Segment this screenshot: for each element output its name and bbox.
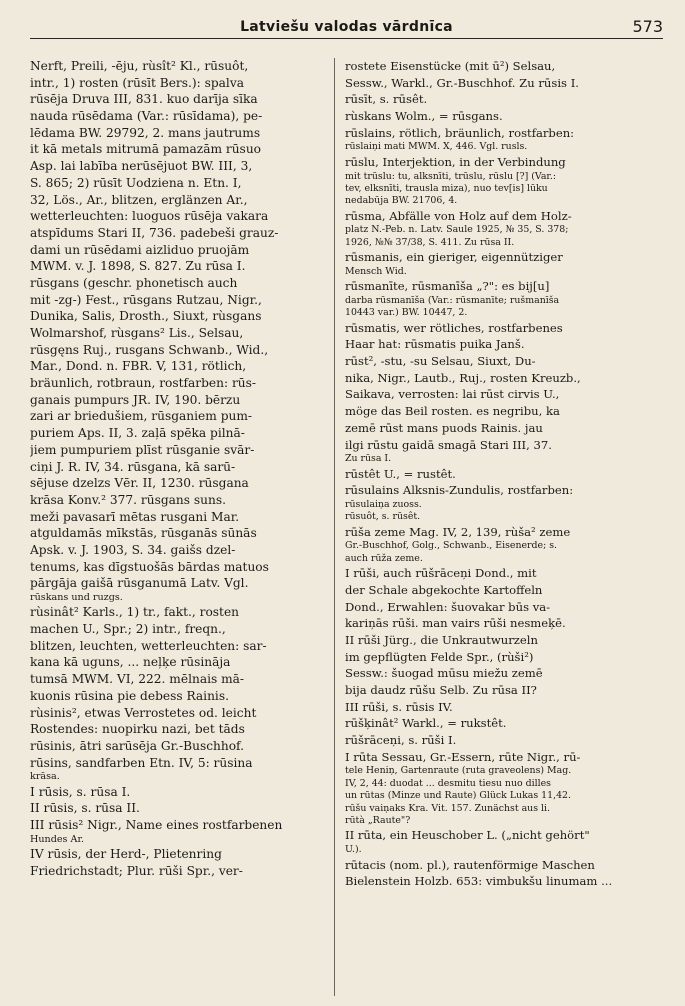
- text-line: Sessw., Warkl., Gr.-Buschhof. Zu rūsis I.: [345, 75, 579, 90]
- text-line: krāsa Konv.² 377. rūsgans suns.: [30, 492, 226, 507]
- text-line: I rūsis, s. rūsa I.: [30, 784, 131, 799]
- text-line: Dunika, Salis, Drosth., Siuxt, rùsgans: [30, 309, 262, 324]
- text-line: it kā metals mitrumā pamazām rūsuo: [30, 142, 262, 157]
- text-line: rūtà „Raute"?: [345, 815, 411, 827]
- text-line: Hundes Ar.: [30, 833, 85, 845]
- text-line: rūsīt, s. rūsêt.: [345, 92, 428, 107]
- text-line: Zu rūsa I.: [345, 453, 392, 465]
- text-line: U.).: [345, 844, 362, 856]
- text-line: rūsulaiņa zuoss.: [345, 498, 422, 510]
- text-line: Sessw.: šuogad mūsu miežu zemē: [345, 666, 543, 681]
- text-line: wetterleuchten: luoguos rūsēja vakara: [30, 209, 269, 224]
- text-line: II rūta, ein Heuschober L. („nicht gehört": [345, 828, 590, 843]
- text-line: Dond., Erwahlen: šuovakar būs va-: [345, 599, 551, 614]
- column-divider: [334, 58, 335, 996]
- text-line: IV rūsis, der Herd-, Plietenring: [30, 847, 222, 862]
- text-line: rūsgęns Ruj., rusgans Schwanb., Wid.,: [30, 342, 269, 357]
- text-line: 1926, №№ 37/38, S. 411. Zu rūsa II.: [345, 236, 515, 248]
- text-line: nauda rūsēdama (Var.: rūsīdama), pe-: [30, 109, 263, 124]
- text-line: tumsā MWM. VI, 222. mēlnais mā-: [30, 672, 245, 687]
- left-column: [30, 58, 327, 1000]
- text-line: rūsins, sandfarben Etn. IV, 5: rūsina: [30, 755, 253, 770]
- text-line: tev, elksnīti, trausla miza), nuo tev[is] lūku: [345, 182, 548, 194]
- text-line: Apsk. v. J. 1903, S. 34. gaišs dzel-: [30, 542, 236, 557]
- text-line: auch rūža zeme.: [345, 552, 423, 564]
- text-line: kana kā uguns, ... neļķe rūsināja: [30, 655, 231, 670]
- text-line: II rūši Jürg., die Unkrautwurzeln: [345, 632, 538, 647]
- text-line: I rūši, auch rūšrāceņi Dond., mit: [345, 566, 537, 581]
- text-line: rūsgans (geschr. phonetisch auch: [30, 275, 238, 290]
- text-line: zemē rūst mans puods Rainis. jau: [345, 420, 543, 435]
- text-line: Haar hat: rūsmatis puika Janš.: [345, 337, 525, 352]
- text-line: im gepflügten Felde Spr., (rùši²): [345, 649, 534, 664]
- text-line: rùskans Wolm., = rūsgans.: [345, 109, 503, 124]
- page-number: 573: [632, 17, 663, 36]
- text-line: rūsma, Abfälle von Holz auf dem Holz-: [345, 208, 572, 223]
- text-line: jiem pumpuriem plīst rūsganie svār-: [30, 442, 255, 457]
- text-line: S. 865; 2) rūsīt Uodziena n. Etn. I,: [30, 175, 242, 190]
- text-line: rūsmatis, wer rötliches, rostfarbenes: [345, 320, 563, 335]
- text-line: rūsinis, ātri sarūsēja Gr.-Buschhof.: [30, 738, 245, 753]
- text-line: rūsmanis, ein gieriger, eigennütziger: [345, 250, 563, 265]
- text-line: rūslaiņi mati MWM. X, 446. Vgl. rusls.: [345, 141, 528, 153]
- text-line: Nerft, Preili, -ēju, rùsît² Kl., rūsuôt,: [30, 59, 249, 73]
- text-line: bija daudz rūšu Selb. Zu rūsa II?: [345, 683, 537, 698]
- text-line: Asp. lai labība nerūsējuot BW. III, 3,: [30, 159, 253, 174]
- text-line: III rūsis² Nigr., Name eines rostfarbenen: [30, 818, 283, 833]
- text-line: puriem Aps. II, 3. zaļā spēka pilnā-: [30, 426, 245, 441]
- text-line: kuonis rūsina pie debess Rainis.: [30, 688, 229, 703]
- text-line: platz N.-Peb. n. Latv. Saule 1925, № 35, S. 378;: [345, 224, 569, 236]
- text-line: ciņi J. R. IV, 34. rūsgana, kā sarū-: [30, 459, 236, 474]
- text-line: rūsmanīte, rūsmanīša „?": es bij[u]: [345, 279, 550, 294]
- text-line: III rūši, s. rūsis IV.: [345, 699, 453, 714]
- text-line: ilgi rūstu gaidā smagā Stari III, 37.: [345, 437, 552, 452]
- text-line: 32, Lös., Ar., blitzen, erglänzen Ar.,: [30, 192, 248, 207]
- text-line: Gr.-Buschhof, Golg., Schwanb., Eisenerde; s.: [345, 540, 558, 552]
- text-line: der Schale abgekochte Kartoffeln: [345, 582, 543, 597]
- text-line: rostete Eisenstücke (mit ū²) Selsau,: [345, 59, 556, 73]
- text-line: pārgāja gaišā rūsganumā Latv. Vgl.: [30, 576, 249, 591]
- text-line: lēdama BW. 29792, 2. mans jautrums: [30, 125, 261, 140]
- text-line: darba rūsmanīša (Var.: rūsmanīte; rušmanīša: [345, 294, 560, 306]
- page-header: [30, 12, 663, 39]
- text-line: rūtacis (nom. pl.), rautenförmige Maschen: [345, 857, 595, 872]
- text-line: Mar., Dond. n. FBR. V, 131, rötlich,: [30, 359, 247, 374]
- text-line: rūšu vaiņaks Kra. Vit. 157. Zunächst aus li.: [345, 802, 550, 814]
- text-line: II rūsis, s. rūsa II.: [30, 801, 140, 816]
- text-line: machen U., Spr.; 2) intr., freqn.,: [30, 622, 226, 637]
- text-line: krāsa.: [30, 771, 60, 783]
- text-line: rūskans und ruzgs.: [30, 592, 123, 603]
- text-line: Friedrichstadt; Plur. rūši Spr., ver-: [30, 863, 243, 878]
- text-line: Rostendes: nuopirku nazi, bet tāds: [30, 722, 245, 737]
- text-line: Wolmarshof, rùsgans² Lis., Selsau,: [30, 326, 244, 340]
- text-line: rūstêt U., = rustêt.: [345, 466, 456, 481]
- text-line: I rūta Sessau, Gr.-Essern, rūte Nigr., rū-: [345, 749, 581, 764]
- text-line: Saikava, verrosten: lai rūst cirvis U.,: [345, 387, 560, 402]
- right-column: [345, 58, 665, 1000]
- text-line: Mensch Wid.: [345, 265, 407, 277]
- text-line: nika, Nigr., Lautb., Ruj., rosten Kreuzb.,: [345, 370, 581, 385]
- text-line: rùsinât² Karls., 1) tr., fakt., rosten: [30, 605, 240, 620]
- text-line: atspīdums Stari II, 736. padebeši grauz-: [30, 225, 279, 240]
- text-line: rūsēja Druva III, 831. kuo darīja sīka: [30, 92, 258, 107]
- text-line: bräunlich, rotbraun, rostfarben: rūs-: [30, 376, 257, 391]
- text-line: zari ar briedušiem, rūsganiem pum-: [30, 409, 253, 424]
- text-line: atguldamās mīkstās, rūsganās sūnās: [30, 526, 257, 541]
- text-line: sējuse dzelzs Vēr. II, 1230. rūsgana: [30, 476, 249, 491]
- text-line: dami un rūsēdami aizliduo pruojām: [30, 242, 250, 257]
- text-line: mit -zg-) Fest., rūsgans Rutzau, Nigr.,: [30, 292, 262, 307]
- text-line: Bielenstein Holzb. 653: vimbukšu linumam ...: [345, 874, 613, 889]
- text-line: kariņās rūši. man vairs rūši nesmeķē.: [345, 616, 566, 631]
- text-line: rùsinis², etwas Verrostetes od. leicht: [30, 705, 257, 720]
- text-line: möge das Beil rosten. es negribu, ka: [345, 404, 560, 419]
- text-line: rūšrāceņi, s. rūši I.: [345, 733, 457, 748]
- text-line: IV, 2, 44: duodat ... desmitu tiesu nuo dilles: [345, 777, 551, 789]
- text-line: meži pavasarī mētas rusgani Mar.: [30, 509, 240, 524]
- page-title: Latviešu valodas vārdnīca: [240, 19, 453, 35]
- text-line: rūsuôt, s. rūsêt.: [345, 511, 421, 523]
- text-line: rūsulains Alksnis-Zundulis, rostfarben:: [345, 483, 574, 498]
- text-line: blitzen, leuchten, wetterleuchten: sar-: [30, 638, 267, 653]
- text-line: rūša zeme Mag. IV, 2, 139, rùša² zeme: [345, 524, 571, 539]
- text-line: ganais pumpurs JR. IV, 190. bērzu: [30, 392, 241, 407]
- text-line: intr., 1) rosten (rūsīt Bers.): spalva: [30, 75, 244, 90]
- text-line: tenums, kas dīgstuošās bārdas matuos: [30, 559, 269, 574]
- text-line: MWM. v. J. 1898, S. 827. Zu rūsa I.: [30, 259, 246, 274]
- text-line: rūšķinât² Warkl., = rukstêt.: [345, 716, 507, 731]
- text-line: 10443 var.) BW. 10447, 2.: [345, 307, 468, 319]
- text-line: rūslu, Interjektion, in der Verbindung: [345, 154, 566, 169]
- text-line: rūslains, rötlich, bräunlich, rostfarben:: [345, 125, 575, 140]
- text-line: tele Heniņ, Gartenraute (ruta graveolens) Mag.: [345, 765, 572, 777]
- text-line: mit trūslu: tu, alksnīti, trūslu, rūslu [?] (Var.:: [345, 170, 557, 182]
- text-line: rūst², -stu, -su Selsau, Siuxt, Du-: [345, 354, 536, 369]
- text-line: un rūtas (Minze und Raute) Glück Lukas 11,42.: [345, 790, 571, 802]
- text-line: nedabūja BW. 21706, 4.: [345, 195, 458, 207]
